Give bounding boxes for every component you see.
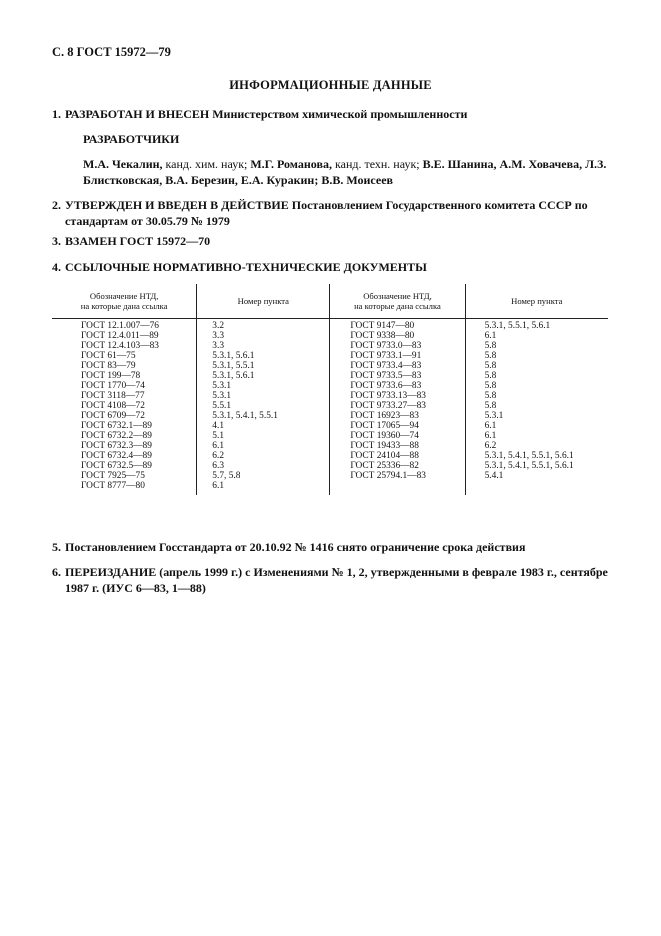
designations-left [52, 319, 197, 496]
table-cell: 5.3.1, 5.4.1, 5.5.1, 5.6.1 [484, 461, 574, 471]
item-limitation-removed [52, 539, 615, 555]
table-cell: 6.2 [212, 451, 225, 461]
table-cell: ГОСТ 12.4.103—83 [81, 341, 159, 351]
developer-name: М.А. Чекалин, [83, 157, 163, 171]
table-cell: ГОСТ 4108—72 [81, 401, 145, 411]
table-cell: 5.3.1, 5.4.1, 5.5.1 [212, 411, 278, 421]
designations-right [330, 319, 465, 496]
table-cell: ГОСТ 8777—80 [81, 481, 145, 491]
item-number: 4. [52, 260, 61, 274]
item-text: Постановлением Государственного комитета СССР по стандартам от 30.05.79 № 1979 [65, 198, 588, 228]
table-cell: 6.2 [484, 441, 497, 451]
item-references [52, 259, 615, 275]
items-right [465, 319, 608, 496]
table-cell: ГОСТ 6732.2—89 [81, 431, 152, 441]
item-heading: ВЗАМЕН ГОСТ 15972—70 [65, 234, 211, 248]
item-number: 3. [52, 234, 61, 248]
table-cell: ГОСТ 16923—83 [350, 411, 419, 421]
table-cell: ГОСТ 9147—80 [350, 321, 415, 331]
table-cell: 3.2 [212, 321, 225, 331]
table-cell: ГОСТ 61—75 [81, 351, 136, 361]
item-heading: УТВЕРЖДЕН И ВВЕДЕН В ДЕЙСТВИЕ [65, 198, 289, 212]
header-designation-right: Обозначение НТД, на которые дана ссылка [330, 284, 465, 319]
item-number: 1. [52, 107, 61, 121]
table-cell: 5.3.1, 5.5.1, 5.6.1 [484, 321, 551, 331]
item-reissue [52, 564, 615, 596]
table-cell: 5.3.1, 5.4.1, 5.5.1, 5.6.1 [484, 451, 574, 461]
table-header-row [52, 284, 608, 319]
table-cell: 5.3.1, 5.5.1 [212, 361, 255, 371]
table-cell: ГОСТ 19360—74 [350, 431, 419, 441]
developer-degree: канд. хим. наук; [162, 157, 251, 171]
table-cell: ГОСТ 6709—72 [81, 411, 145, 421]
developer-names: В.Е. Шанина, А.М. Ховачева, Л.З. Блистковская, В.А. Березин, Е.А. Куракин; В.В. Моисеев [83, 157, 607, 187]
table-cell: ГОСТ 6732.1—89 [81, 421, 152, 431]
table-cell: 5.8 [484, 381, 497, 391]
items-left [197, 319, 330, 496]
table-cell: 6.1 [484, 331, 497, 341]
page-title: ИНФОРМАЦИОННЫЕ ДАННЫЕ [229, 78, 432, 92]
table-cell: 6.1 [484, 431, 497, 441]
header-item-number-right: Номер пункта [465, 284, 608, 319]
table-cell: 5.3.1 [484, 411, 504, 421]
table-cell: ГОСТ 6732.3—89 [81, 441, 152, 451]
item-text: (апрель 1999 г.) с Изменениями № 1, 2, утвержденными в феврале 1983 г., сентябре 1987 г. (ИУС 6—83, 1—88) [65, 565, 608, 595]
table-cell: 3.3 [212, 331, 225, 341]
reference-table [52, 284, 608, 495]
page-header: С. 8 ГОСТ 15972—79 [52, 45, 171, 59]
table-cell: ГОСТ 9733.5—83 [350, 371, 422, 381]
table-cell: 5.4.1 [484, 471, 504, 481]
item-number: 2. [52, 198, 61, 212]
developers-heading: РАЗРАБОТЧИКИ [83, 132, 180, 146]
table-cell: ГОСТ 12.4.011—89 [81, 331, 159, 341]
table-cell: 5.3.1, 5.6.1 [212, 371, 255, 381]
table-cell: ГОСТ 6732.5—89 [81, 461, 152, 471]
item-developed [52, 106, 615, 122]
table-cell: ГОСТ 199—78 [81, 371, 141, 381]
table-cell: 5.3.1, 5.6.1 [212, 351, 255, 361]
table-cell: ГОСТ 7925—75 [81, 471, 145, 481]
table-cell: ГОСТ 9733.27—83 [350, 401, 426, 411]
table-cell: ГОСТ 24104—88 [350, 451, 419, 461]
developer-degree: канд. техн. наук; [331, 157, 423, 171]
table-cell: 3.3 [212, 341, 225, 351]
table-cell: 5.1 [212, 431, 225, 441]
item-heading: ССЫЛОЧНЫЕ НОРМАТИВНО-ТЕХНИЧЕСКИЕ ДОКУМЕНТЫ [65, 260, 427, 274]
table-cell: 5.8 [484, 401, 497, 411]
item-number: 5. [52, 540, 61, 554]
item-approved [52, 197, 615, 229]
table-cell: ГОСТ 83—79 [81, 361, 136, 371]
table-cell: ГОСТ 9733.13—83 [350, 391, 426, 401]
table-row [52, 319, 608, 496]
item-heading: ПЕРЕИЗДАНИЕ [65, 565, 157, 579]
header-item-number-left: Номер пункта [197, 284, 330, 319]
table-cell: 6.1 [212, 481, 225, 491]
table-cell: ГОСТ 17065—94 [350, 421, 419, 431]
table-cell: 6.3 [212, 461, 225, 471]
table-cell: ГОСТ 3118—77 [81, 391, 145, 401]
table-cell: 4.1 [212, 421, 225, 431]
table-cell: ГОСТ 9733.1—91 [350, 351, 422, 361]
developers-list [83, 156, 623, 188]
table-cell: ГОСТ 9733.4—83 [350, 361, 422, 371]
table-cell: 5.8 [484, 341, 497, 351]
item-text: Министерством химической промышленности [209, 107, 468, 121]
table-cell: ГОСТ 1770—74 [81, 381, 145, 391]
item-heading: РАЗРАБОТАН И ВНЕСЕН [65, 107, 210, 121]
table-cell: ГОСТ 6732.4—89 [81, 451, 152, 461]
header-designation-left: Обозначение НТД, на которые дана ссылка [52, 284, 197, 319]
table-cell: ГОСТ 9338—80 [350, 331, 415, 341]
item-text: Постановлением Госстандарта от 20.10.92 № 1416 снято ограничение срока действия [65, 540, 526, 554]
table-cell: ГОСТ 9733.0—83 [350, 341, 422, 351]
table-cell: ГОСТ 25794.1—83 [350, 471, 426, 481]
table-cell: ГОСТ 25336—82 [350, 461, 419, 471]
item-number: 6. [52, 565, 61, 579]
table-cell: 5.8 [484, 361, 497, 371]
item-replaces [52, 233, 615, 249]
table-cell: 5.3.1 [212, 381, 232, 391]
table-cell: 6.1 [484, 421, 497, 431]
table-cell: 5.8 [484, 371, 497, 381]
table-cell: ГОСТ 19433—88 [350, 441, 419, 451]
table-cell: 5.8 [484, 391, 497, 401]
table-cell: 5.5.1 [212, 401, 232, 411]
table-cell: 5.3.1 [212, 391, 232, 401]
table-cell: 5.7, 5.8 [212, 471, 241, 481]
table-cell: 6.1 [212, 441, 225, 451]
table-cell: 5.8 [484, 351, 497, 361]
developer-name: М.Г. Романова, [250, 157, 332, 171]
table-cell: ГОСТ 12.1.007—76 [81, 321, 159, 331]
table-cell: ГОСТ 9733.6—83 [350, 381, 422, 391]
